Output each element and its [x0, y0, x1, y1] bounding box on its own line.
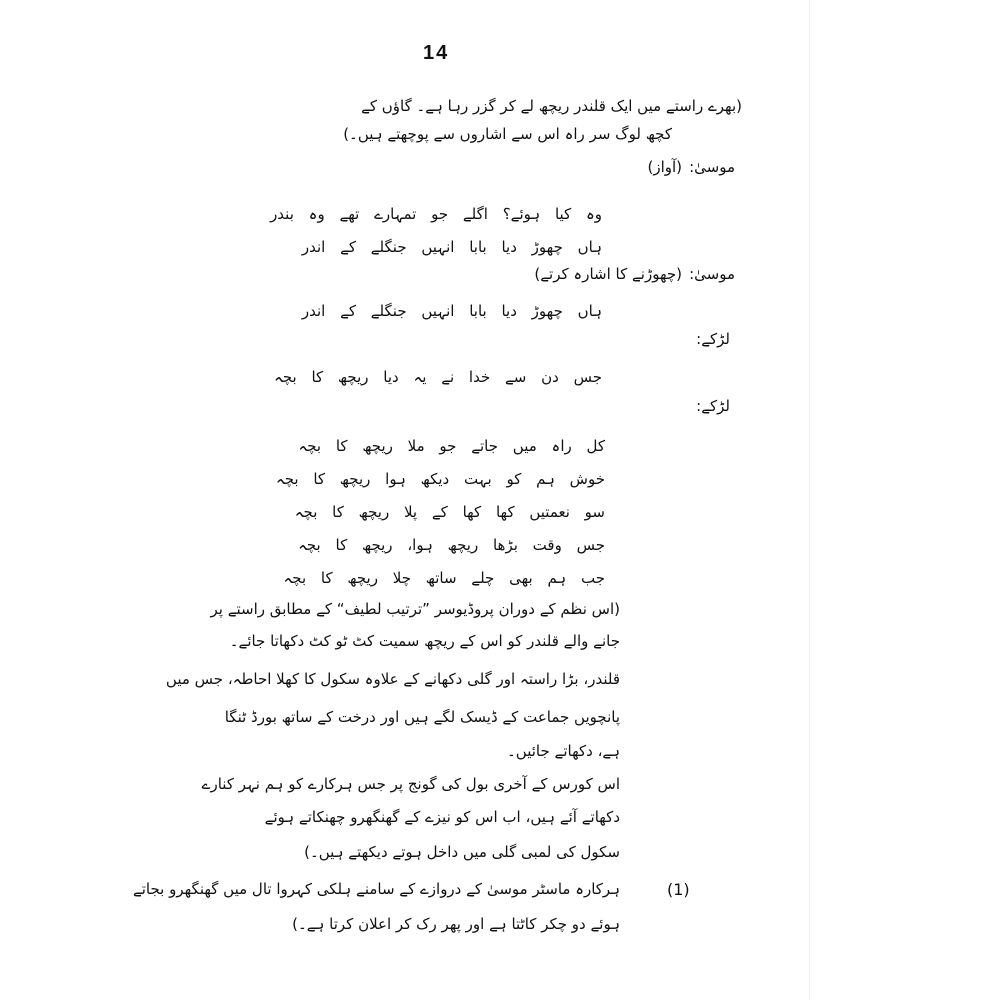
stage-direction-line: ہرکارہ ماسٹر موسیٰ کے دروازے کے سامنے ہلکی کہروا تال میں گھنگھرو بجاتے	[132, 880, 620, 898]
stage-direction-line: اس کورس کے آخری بول کی گونج پر جس ہرکارے کو ہم نہر کنارے	[201, 775, 620, 793]
verse-line: کل راہ میں جاتے جو ملا ریچھ کا بچہ	[298, 437, 605, 455]
stage-direction-line: دکھاتے آئے ہیں، اب اس کو نیزے کے گھنگھرو چھنکاتے ہوئے	[264, 808, 620, 826]
stage-direction-line: جانے والے قلندر کو اس کے ریچھ سمیت کٹ ٹو کٹ دکھاتا جائے۔	[229, 632, 620, 650]
stage-direction-line: (اس نظم کے دوران پروڈیوسر ”ترتیب لطیف“ کے مطابق راستے پر	[210, 600, 620, 618]
speaker-label: موسیٰ:	[689, 158, 735, 176]
stage-direction-line: کچھ لوگ سر راہ اس سے اشاروں سے پوچھتے ہیں۔)	[343, 125, 672, 143]
stage-direction-line: قلندر، بڑا راستہ اور گلی دکھانے کے علاوہ سکول کا کھلا احاطہ، جس میں	[165, 670, 620, 688]
verse-line: جس دن سے خدا نے یہ دیا ریچھ کا بچہ	[274, 368, 602, 386]
item-marker: (1)	[667, 880, 690, 899]
stage-direction-line: پانچویں جماعت کے ڈیسک لگے ہیں اور درخت کے ساتھ بورڈ ٹنگا	[224, 708, 620, 726]
stage-direction-line: سکول کی لمبی گلی میں داخل ہوتے دیکھتے ہیں۔)	[304, 843, 620, 861]
stage-direction-line: ہوئے دو چکر کاٹتا ہے اور پھر رک کر اعلان کرتا ہے۔)	[292, 915, 620, 933]
verse-line: خوش ہم کو بہت دیکھ ہوا ریچھ کا بچہ	[275, 470, 605, 488]
verse-line: ہاں چھوڑ دیا بابا انہیں جنگلے کے اندر	[301, 238, 602, 256]
stage-direction-line: ہے، دکھاتے جائیں۔	[507, 742, 620, 760]
stage-direction-line: (بھرے راستے میں ایک قلندر ریچھ لے کر گزر رہا ہے۔ گاؤں کے	[361, 97, 742, 115]
verse-line: جس وقت بڑھا ریچھ ہوا، ریچھ کا بچہ	[298, 536, 605, 554]
verse-line: وہ کیا ہوئے؟ اگلے جو تمہارے تھے وہ بندر	[270, 205, 602, 223]
speaker-label: لڑکے:	[696, 397, 730, 415]
verse-line: ہاں چھوڑ دیا بابا انہیں جنگلے کے اندر	[301, 302, 602, 320]
page-edge	[809, 0, 810, 1000]
stage-direction: (آواز)	[647, 158, 682, 176]
speaker-label: موسیٰ:	[689, 265, 735, 283]
page-number: 14	[423, 42, 450, 64]
verse-line: سو نعمتیں کھا کھا کے پلا ریچھ کا بچہ	[294, 503, 605, 521]
speaker-label: لڑکے:	[696, 330, 730, 348]
verse-line: جب ہم بھی چلے ساتھ چلا ریچھ کا بچہ	[283, 569, 605, 587]
stage-direction: (چھوڑنے کا اشارہ کرتے)	[534, 265, 682, 283]
